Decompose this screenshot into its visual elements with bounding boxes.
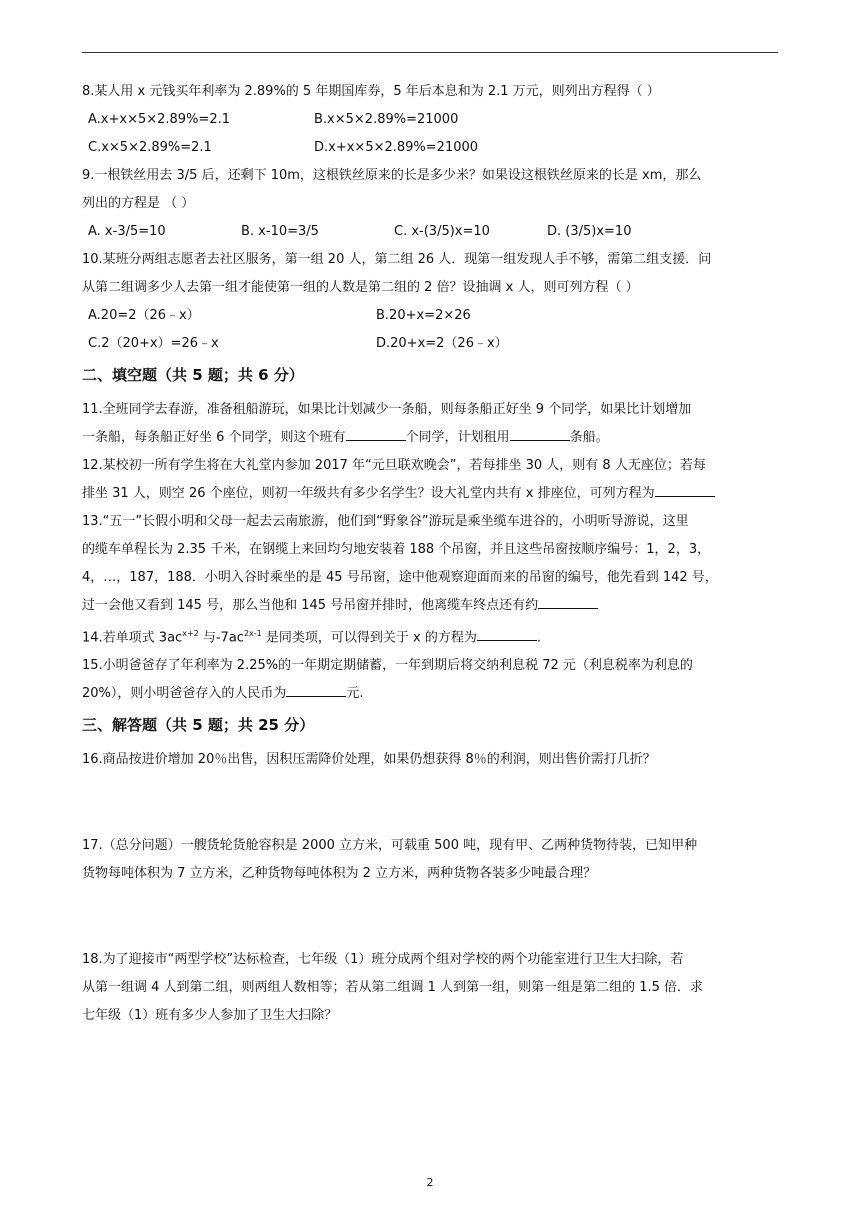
document-page [82,78,782,1030]
question-16: 16.商品按进价增加 20％出售，因积压需降价处理，如果仍想获得 8％的利润，则出售价需打几折？ [82,752,656,768]
question-13-line3: 4，…，187，188．小明入谷时乘坐的是 45 号吊窗，途中他观察迎面而来的吊窗的编号，他先看到 142 号， [82,570,718,585]
question-14-text-b: 与-7ac [198,630,244,646]
question-15-line1: 15.小明爸爸存了年利率为 2.25%的一年期定期储蓄，一年到期后将交纳利息税 72 元（利息税率为利息的 [82,658,693,674]
question-17-line2: 货物每吨体积为 7 立方米，乙种货物每吨体积为 2 立方米，两种货物各装多少吨最合理？ [82,866,597,882]
question-14 [82,620,782,652]
question-18-line2: 从第一组调 4 人到第二组，则两组人数相等；若从第二组调 1 人到第一组，则第一组是第二组的 1.5 倍．求 [82,980,704,996]
question-17-line1: 17.（总分问题）一艘货轮货舱容积是 2000 立方米，可载重 500 吨，现有甲、乙两种货物待装，已知甲种 [82,838,698,854]
question-13-text: 过一会他又看到 145 号，那么当他和 145 号吊窗并排时，他离缆车终点还有约 [82,598,539,613]
question-8-options-row2 [82,134,782,162]
question-12-text: 排坐 31 人，则空 26 个座位，则初一年级共有多少名学生？设大礼堂内共有 x 排座位，可列方程为 [82,486,655,501]
question-13-line2: 的缆车单程长为 2.35 千米，在钢缆上来回均匀地安装着 188 个吊窗，并且这些吊窗按顺序编号：1，2，3， [82,542,711,557]
question-11-line2 [82,424,782,452]
answer-blank [538,594,598,609]
answer-blank [346,426,406,441]
option-d: D. (3/5)x=10 [547,224,632,239]
exponent: x+2 [182,629,199,638]
question-15-text-a: 20%），则小明爸爸存入的人民币为 [82,686,287,702]
question-8: 8.某人用 x 元钱买年利率为 2.89%的 5 年期国库券，5 年后本息和为 2.1 万元，则列出方程得（ ） [82,84,660,99]
question-18-line3: 七年级（1）班有多少人参加了卫生大扫除？ [82,1008,338,1024]
option-a: A. x-3/5=10 [88,224,166,239]
question-11-text-b: 个同学，计划租用 [405,430,510,445]
question-10-line1: 10.某班分两组志愿者去社区服务，第一组 20 人，第二组 26 人．现第一组发现人手不够，需第二组支援．问 [82,252,712,267]
answer-blank [655,482,715,497]
question-13-line1: 13.“五一”长假小明和父母一起去云南旅游，他们到“野象谷”游玩是乘坐缆车进谷的，小明听导游说，这里 [82,514,689,529]
question-9-line2: 列出的方程是 （ ） [82,196,195,211]
section-heading-answer: 三、解答题（共 5 题；共 25 分） [82,716,315,735]
option-c: C.x×5×2.89%=2.1 [88,140,212,155]
question-10-options-row1 [82,302,782,330]
question-18-line1: 18.为了迎接市“两型学校”达标检查，七年级（1）班分成两个组对学校的两个功能室进行卫生大扫除，若 [82,952,684,968]
question-13-line4 [82,592,782,620]
answer-blank [510,426,570,441]
section-heading-fill-in: 二、填空题（共 5 题；共 6 分） [82,366,304,384]
header-rule [82,52,778,53]
question-14-text-a: 14.若单项式 3ac [82,630,183,646]
option-a: A.x+x×5×2.89%=2.1 [88,112,230,127]
option-d: D.20+x=2（26﹣x） [376,336,508,351]
question-8-options-row1 [82,106,782,134]
answer-blank [286,682,346,697]
option-c: C.2（20+x）=26﹣x [88,336,219,351]
question-14-text-c: 是同类项，可以得到关于 x 的方程为 [261,630,477,646]
question-11-text-c: 条船。 [569,430,609,445]
option-c: C. x-(3/5)x=10 [394,224,490,239]
question-10-line2: 从第二组调多少人去第一组才能使第一组的人数是第二组的 2 倍？设抽调 x 人，则可列方程（ ） [82,280,639,295]
question-15-text-b: 元. [346,686,364,702]
question-12-line1: 12.某校初一所有学生将在大礼堂内参加 2017 年“元旦联欢晚会”，若每排坐 30 人，则有 8 人无座位；若每 [82,458,706,473]
question-11-line1: 11.全班同学去春游，准备租船游玩，如果比计划减少一条船，则每条船正好坐 9 个同学，如果比计划增加 [82,402,692,417]
exponent: 2x-1 [243,629,262,638]
question-10-options-row2 [82,330,782,358]
option-a: A.20=2（26﹣x） [88,308,200,323]
question-11-text-a: 一条船，每条船正好坐 6 个同学，则这个班有 [82,430,346,445]
question-14-text-d: . [536,630,541,646]
question-15-line2 [82,680,782,708]
option-b: B.20+x=2×26 [376,308,471,323]
option-b: B.x×5×2.89%=21000 [314,112,459,127]
option-d: D.x+x×5×2.89%=21000 [314,140,479,155]
question-9-line1: 9.一根铁丝用去 3/5 后，还剩下 10m，这根铁丝原来的长是多少米？如果设这根铁丝原来的长是 xm，那么 [82,168,702,183]
answer-blank [477,626,537,641]
option-b: B. x-10=3/5 [241,224,319,239]
page-number: 2 [426,1176,434,1189]
question-12-line2 [82,480,782,508]
question-9-options [82,218,782,246]
